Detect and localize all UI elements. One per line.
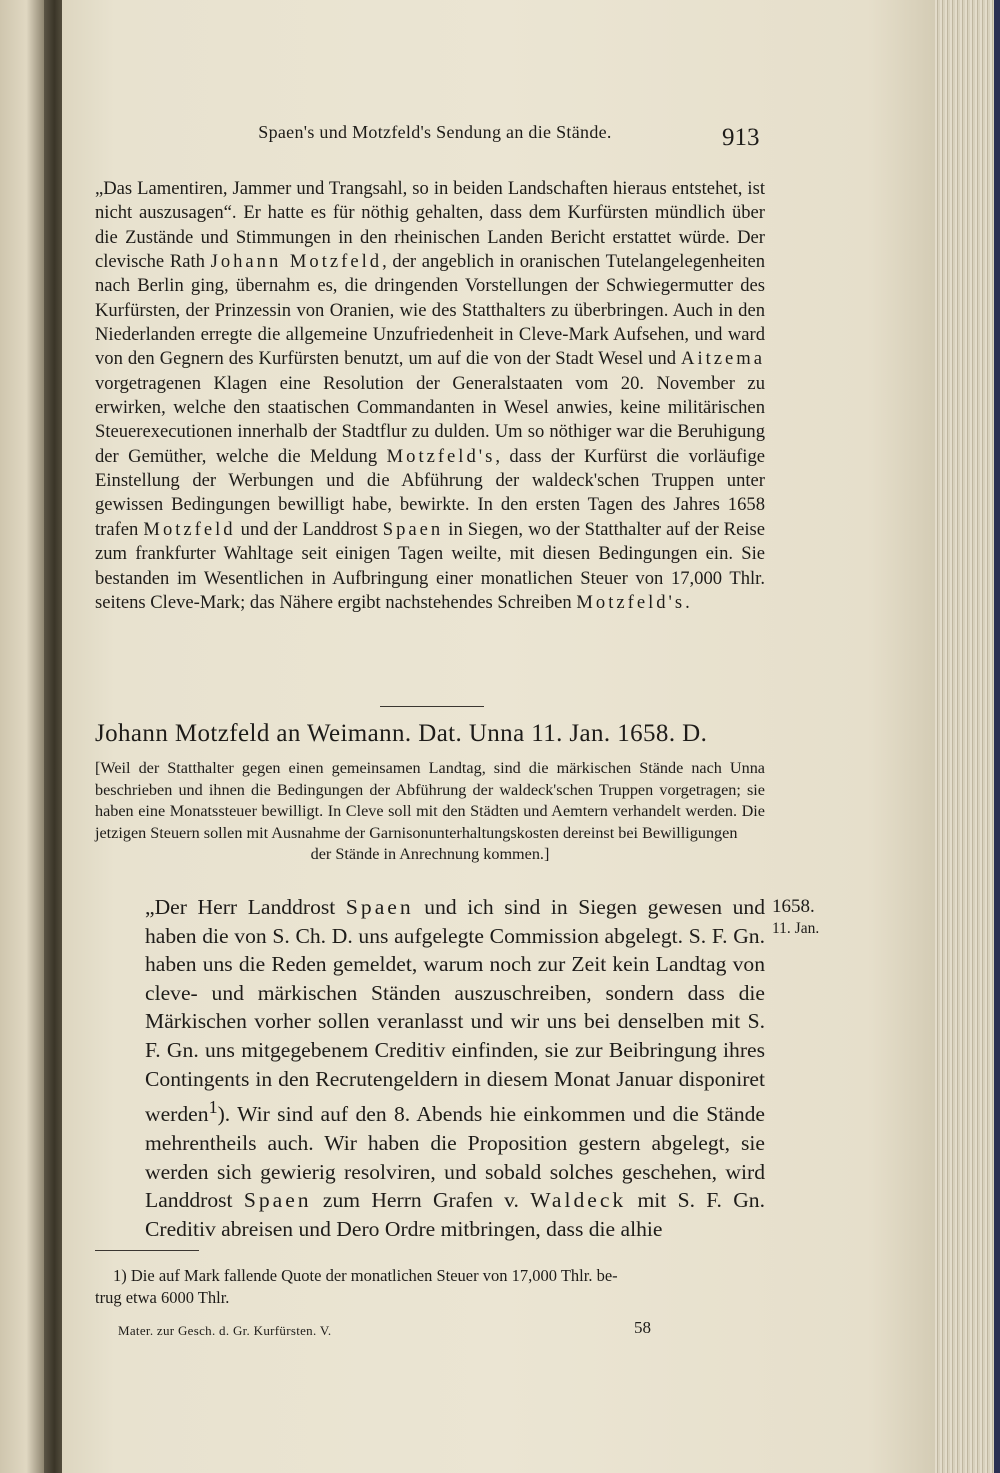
name-aitzema: Aitzema [681,348,765,370]
printer-sheet-number: 58 [634,1318,651,1337]
running-title: Spaen's und Motzfeld's Sendung an die Stände. [258,122,612,142]
page-number: 913 [722,124,760,151]
name-spaen: Spaen [243,1188,312,1213]
name-motzfeld: Motzfeld's [386,445,496,467]
name-motzfeld: Motzfeld's [576,591,686,613]
name-spaen: Spaen [382,518,444,540]
facing-page-edge [0,0,44,1473]
book-cover-edge [994,0,1000,1473]
margin-date-note [772,896,819,940]
page-block-edges [935,0,995,1473]
name-motzfeld: Motzfeld [143,518,236,540]
printer-signature-series: Mater. zur Gesch. d. Gr. Kurfürsten. V. [118,1323,332,1338]
margin-day: 11. Jan. [772,920,820,937]
document-heading: Johann Motzfeld an Weimann. Dat. Unna 11. Jan. 1658. D. [95,720,708,747]
footnote-marker: 1) [113,1266,127,1285]
name-waldeck: Waldeck [530,1188,627,1213]
name-johann-motzfeld: Johann Motzfeld [210,251,383,273]
section-divider [380,706,484,707]
footnote: 1) Die auf Mark fallende Quote der monatlichen Steuer von 17,000 Thlr. be- trug etwa 6000 Thlr. [95,1266,618,1307]
letter-text: „Der Herr Landdrost Spaen und ich sind in Siegen gewesen und haben die von S. Ch. D. uns aufgelegte Commission abgelegt. S. F. Gn. haben uns die Reden gemeldet, warum noch zur Zeit kein Landtag von cleve- und märkischen Ständen auszuschreiben, sondern dass die Märkischen vorher sollen veranlasst und wir uns bei denselben mit S. F. Gn. uns mitgegebenem Creditiv einfinden, sie zur Beibringung ihres Contingents in den Recrutengeldern in diesem Monat Januar disponiret werden$^1$). Wir sind auf den 8. Abends hie einkommen und die Stände mehrentheils auch. Wir haben die Proposition gestern abgelegt, sie werden sich gewierig resolviren, und sobald solches geschehen, wird Landdrost Spaen zum Herrn Grafen v. Waldeck mit S. F. Gn. Creditiv abreisen und Dero Ordre mitbringen, dass die alhie [145,895,765,1241]
name-spaen: Spaen [345,895,414,919]
footnote-reference: 1 [208,1097,218,1118]
intro-paragraph: „Das Lamentiren, Jammer und Trangsahl, so in beiden Landschaften hieraus entstehet, ist nicht auszusagen“. Er hatte es für nöthig gehalten, dass dem Kurfürsten mündlich über die Zustände und Stimmungen in den rheinischen Landen Bericht erstattet würde. Der clevische Rath Johann Motzfeld, der angeblich in oranischen Tutelangelegenheiten nach Berlin ging, übernahm es, die dringenden Vorstellungen der Schwiegermutter des Kurfürsten, der Prinzessin von Oranien, wie des Statthalters zu überbringen. Auch in den Niederlanden erregte die allgemeine Unzufriedenheit in Cleve-Mark Aufsehen, und ward von den Gegnern des Kurfürsten benutzt, um auf die von der Stadt Wesel und Aitzema vorgetragenen Klagen eine Resolution der Generalstaaten vom 20. November zu erwirken, welche den staatischen Commandanten in Wesel anwies, keine militärischen Steuerexecutionen innerhalb der Stadtflur zu dulden. Um so nöthiger war die Beruhigung der Gemüther, welche die Meldung Motzfeld's, dass der Kurfürst die vorläufige Einstellung der Werbungen und die Abführung der waldeck'schen Truppen unter gewissen Bedingungen bewilligt habe, bewirkte. In den ersten Tagen des Jahres 1658 trafen Motzfeld und der Landdrost Spaen in Siegen, wo der Statthalter auf der Reise zum frankfurter Wahltage seit einigen Tagen weilte, mit diesen Bedingungen ein. Sie bestanden im Wesentlichen in Aufbringung einer monatlichen Steuer von 17,000 Thlr. seitens Cleve-Mark; das Nähere ergibt nachstehendes Schreiben Motzfeld's. [95,178,765,613]
document-summary: [Weil der Statthalter gegen einen gemeinsamen Landtag, sind die märkischen Stände nach Unna beschrieben und ihnen die Bedingungen der Abführung der waldeck'schen Truppen vorgetragen; sie haben eine Monatssteuer bewilligt. In Cleve soll mit den Städten und Aemtern verhandelt werden. Die jetzigen Steuern sollen mit Ausnahme der Garnisonunterhaltungskosten dereinst bei Bewilligungen der Stände in Anrechnung kommen.] [95,759,765,864]
footnote-divider [95,1250,199,1251]
margin-year: 1658. [772,896,815,917]
